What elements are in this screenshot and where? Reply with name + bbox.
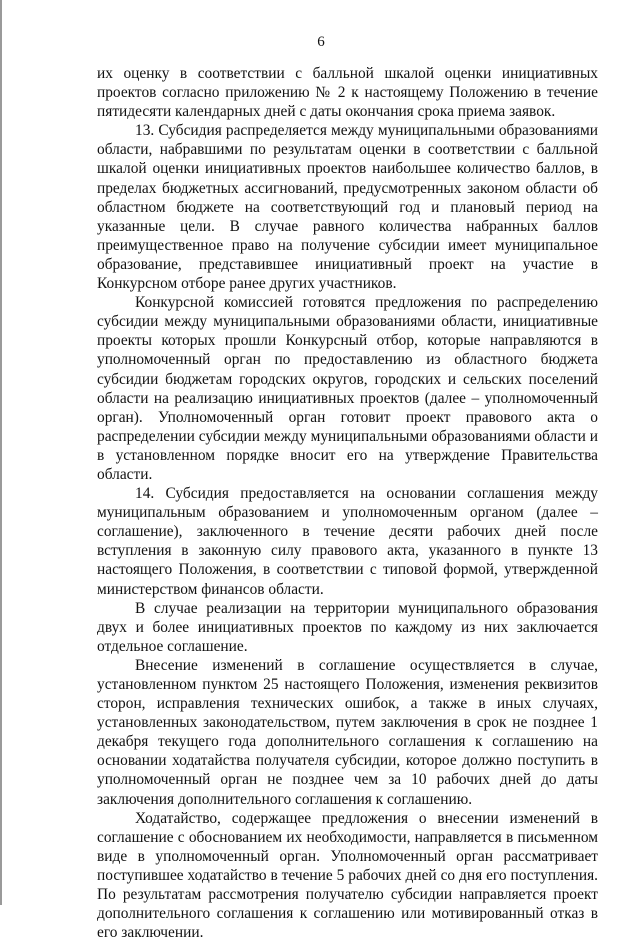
- paragraph-amendments: Внесение изменений в соглашение осуществляется в случае, установленном пунктом 25 настоящего Положения, изменения реквизитов сторон, исправления технических ошибок, а также в иных случаях, установленных законодательством, путем заключения в срок не позднее 1 декабря текущего года дополнительного соглашения к соглашению на основании ходатайства получателя субсидии, которое должно поступить в уполномоченный орган не позднее чем за 10 рабочих дней до даты заключения дополнительного соглашения к соглашению.: [97, 656, 598, 808]
- document-body: [97, 64, 598, 942]
- paragraph-item-13: 13. Субсидия распределяется между муниципальными образованиями области, набравшими по результатам оценки в соответствии с балльной шкалой оценки инициативных проектов наибольшее количество баллов, в пределах бюджетных ассигнований, предусмотренных законом области об областном бюджете на соответствующий год и плановый период на указанные цели. В случае равного количества набранных баллов преимущественное право на получение субсидии имеет муниципальное образование, представившее инициативный проект на участие в Конкурсном отборе ранее других участников.: [97, 122, 598, 293]
- paragraph-commission-proposals: Конкурсной комиссией готовятся предложения по распределению субсидии между муниципальными образованиями области, инициативные проекты которых прошли Конкурсный отбор, которые направляются в уполномоченный орган по предоставлению из областного бюджета субсидии бюджетам городских округов, городских и сельских поселений области на реализацию инициативных проектов (далее – уполномоченный орган). Уполномоченный орган готовит проект правового акта о распределении субсидии между муниципальными образованиями области и в установленном порядке вносит его на утверждение Правительства области.: [97, 294, 598, 483]
- paragraph-multiple-projects: В случае реализации на территории муниципального образования двух и более инициативных проектов по каждому из них заключается отдельное соглашение.: [97, 599, 598, 655]
- page-number: 6: [317, 34, 325, 50]
- paragraph-item-14: 14. Субсидия предоставляется на основании соглашения между муниципальным образованием и уполномоченным органом (далее – соглашение), заключенного в течение десяти рабочих дней после вступления в законную силу правового акта, указанного в пункте 13 настоящего Положения, в соответствии с типовой формой, утвержденной министерством финансов области.: [97, 485, 598, 598]
- paragraph-petition: Ходатайство, содержащее предложения о внесении изменений в соглашение с обоснованием их необходимости, направляется в письменном виде в уполномоченный орган. Уполномоченный орган рассматривает поступившее ходатайство в течение 5 рабочих дней со дня его поступления. По результатам рассмотрения получателю субсидии направляется проект дополнительного соглашения к соглашению или мотивированный отказ в его заключении.: [97, 809, 598, 942]
- paragraph-continuation: их оценку в соответствии с балльной шкалой оценки инициативных проектов согласно приложению № 2 к настоящему Положению в течение пятидесяти календарных дней с даты окончания срока приема заявок.: [97, 65, 598, 121]
